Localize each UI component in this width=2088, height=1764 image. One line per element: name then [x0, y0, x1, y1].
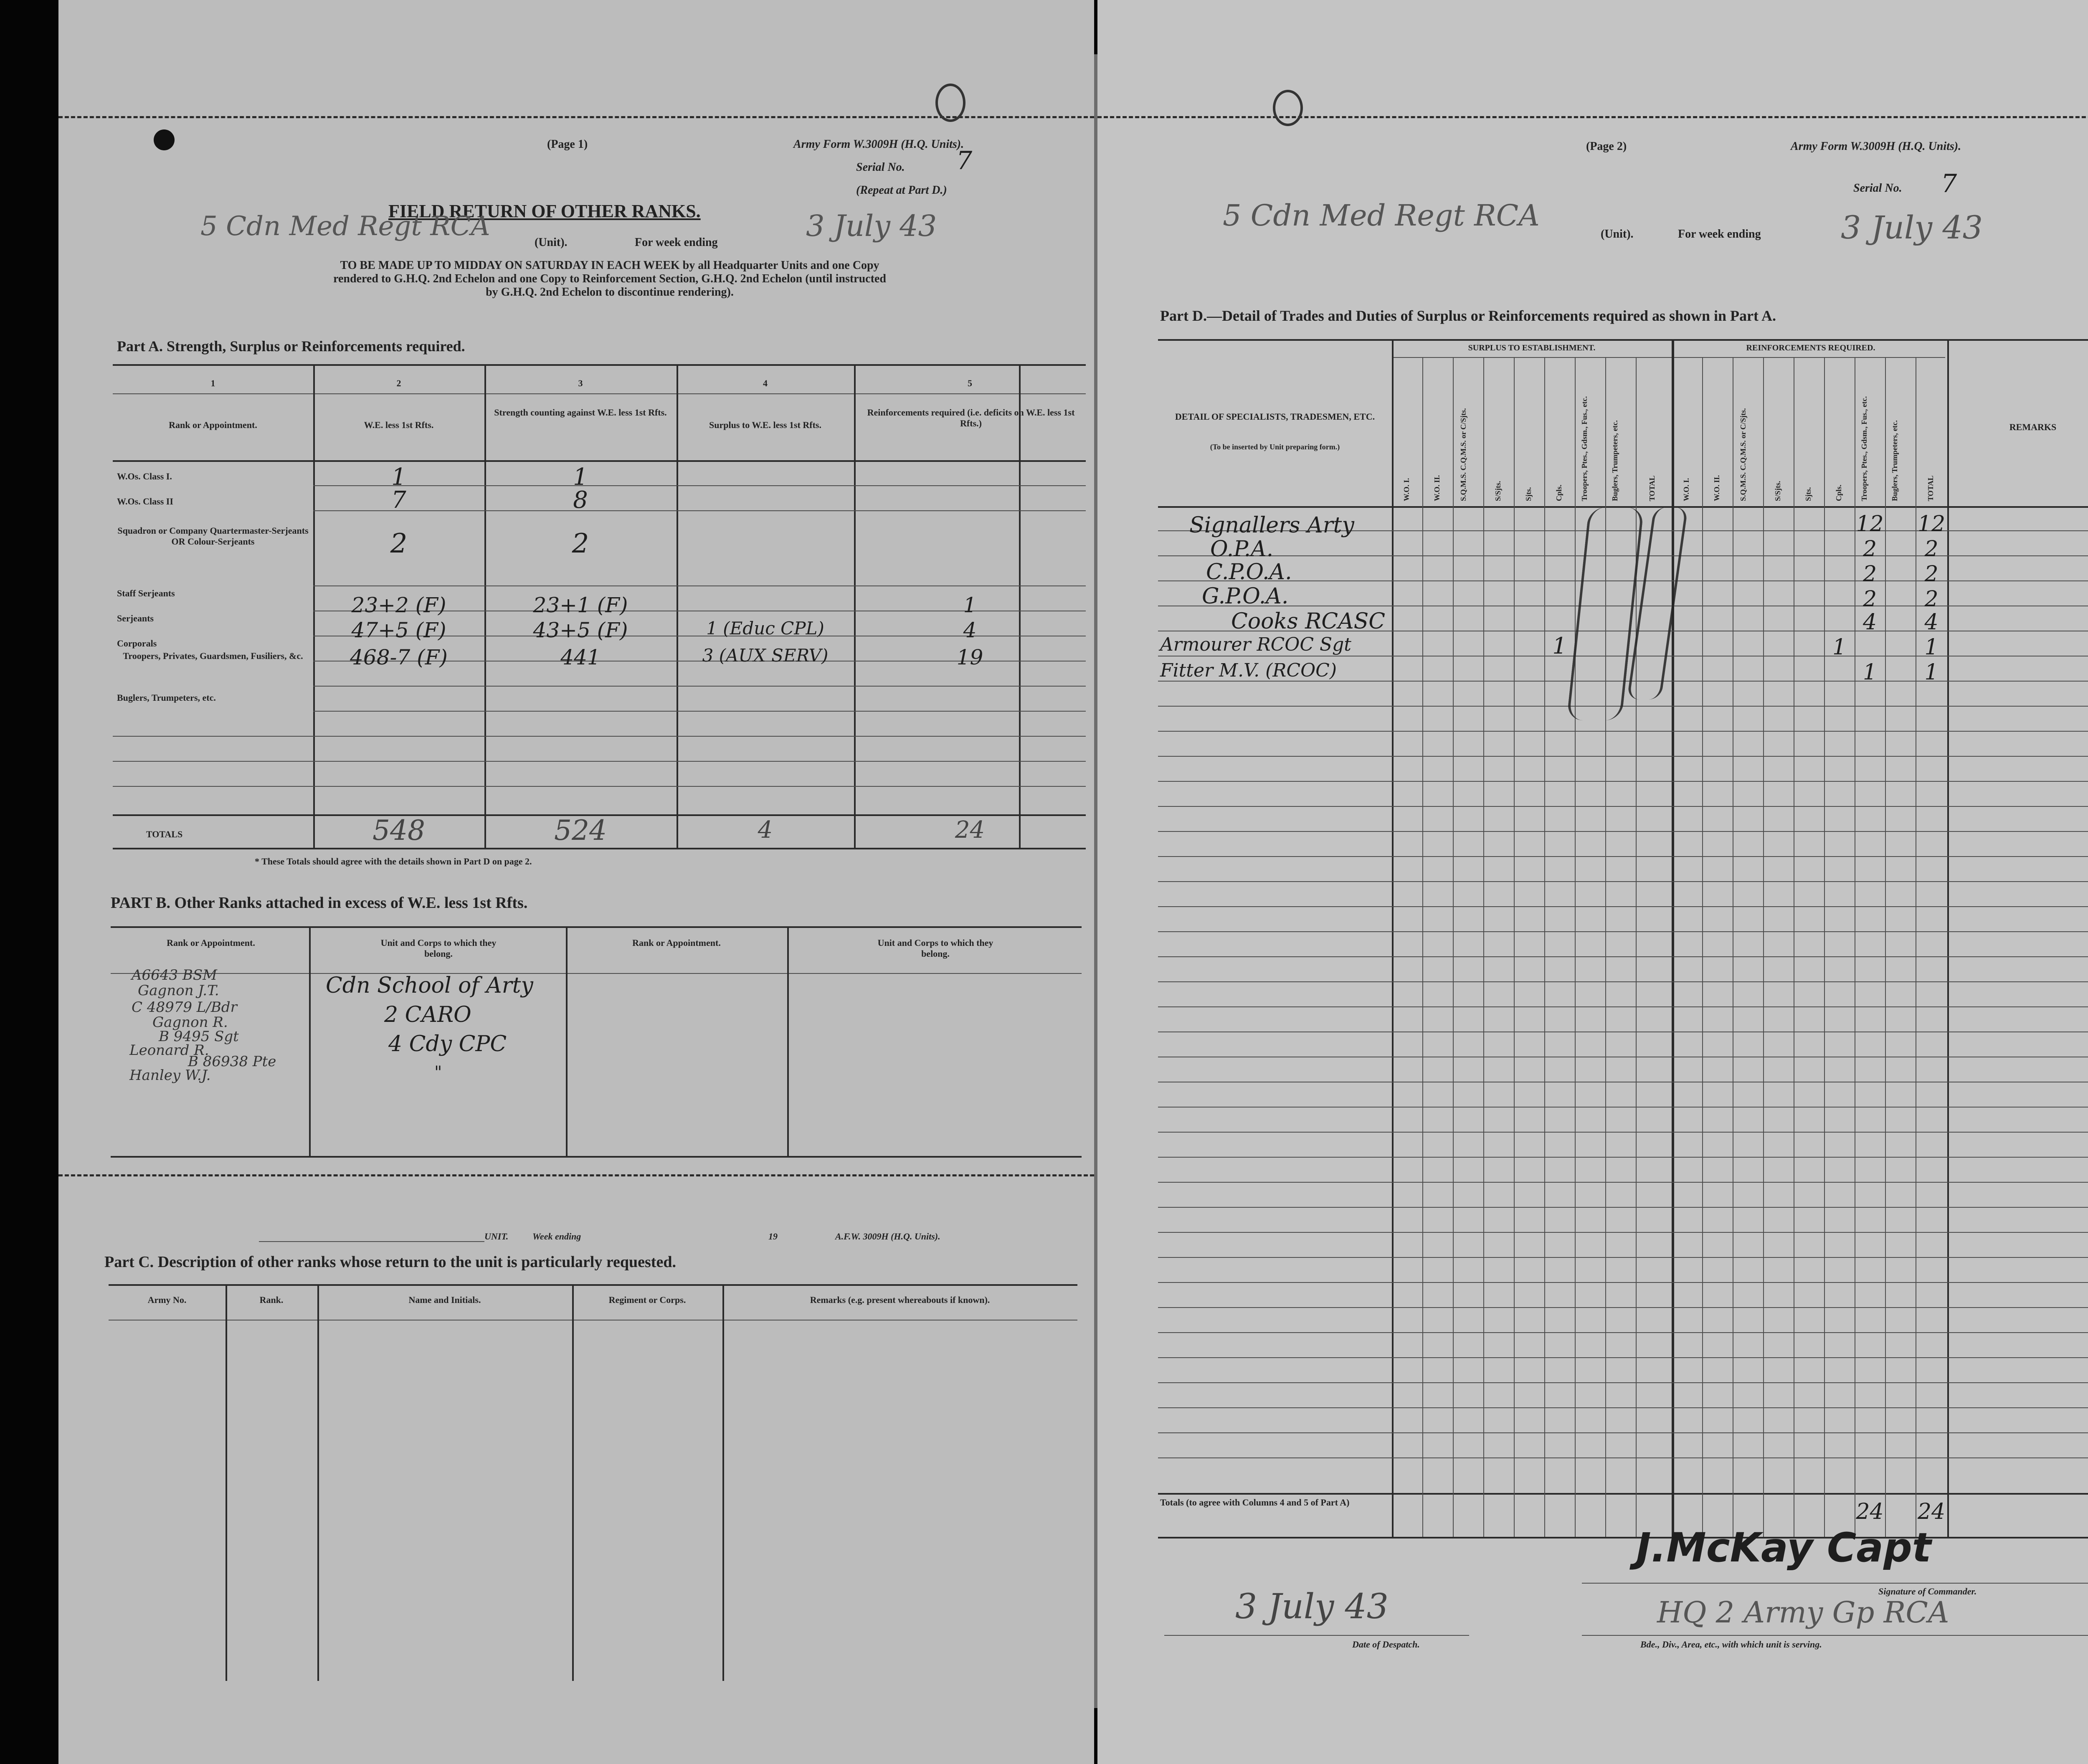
trade-entry: C.P.O.A. — [1206, 560, 1292, 585]
serial-label: Serial No. — [856, 161, 905, 174]
rank-col-header: S/Sjts. — [1494, 481, 1502, 501]
attached-unit: 4 Cdy CPC — [388, 1032, 507, 1057]
col-number: 5 — [968, 378, 972, 388]
perforation-line — [1097, 116, 2088, 118]
despatch-date: 3 July 43 — [1235, 1587, 1389, 1627]
attached-unit: 2 CARO — [384, 1002, 471, 1027]
header-surplus: Surplus to W.E. less 1st Rfts. — [709, 420, 821, 430]
rank-label: Corporals — [117, 638, 157, 649]
trade-entry: Fitter M.V. (RCOC) — [1160, 660, 1337, 681]
rank-col-header: Sjts. — [1804, 487, 1812, 501]
group-reinf-header: REINFORCEMENTS REQUIRED. — [1746, 343, 1875, 352]
reinf-value: 1 — [963, 593, 977, 617]
part-b-title: PART B. Other Ranks attached in excess of W.E. less 1st Rfts. — [111, 894, 528, 912]
total-strength: 524 — [554, 814, 607, 847]
we-value: 468-7 (F) — [350, 645, 448, 669]
rank-col-header: Troopers, Ptes., Gdsm., Fus., etc. — [1580, 396, 1589, 501]
instructions — [134, 259, 1086, 299]
reinf-total-value: 12 — [1917, 512, 1946, 537]
punch-hole — [154, 129, 175, 150]
we-value: 1 — [391, 464, 406, 491]
header-reinforcements: Reinforcements required (i.e. deficits on W.E. less 1st Rfts.) — [867, 407, 1075, 428]
week-ending-label: For week ending — [1678, 228, 1761, 241]
header-rank: Rank or Appointment. — [169, 420, 257, 430]
attached-rank: B 9495 Sgt — [159, 1028, 239, 1045]
week-ending-value: 3 July 43 — [806, 209, 937, 243]
attached-name: Gagnon R. — [152, 1014, 228, 1031]
attached-name: Leonard R. — [129, 1042, 209, 1059]
part-b-header: Rank or Appointment. — [632, 938, 721, 948]
rank-label: Staff Serjeants — [117, 588, 175, 598]
unit-handwritten: 5 Cdn Med Regt RCA — [1223, 198, 1540, 233]
total-surplus: 4 — [758, 816, 773, 844]
serial-value: 7 — [1941, 169, 1957, 198]
detail-header: DETAIL OF SPECIALISTS, TRADESMEN, ETC. — [1175, 411, 1375, 422]
formation-label: Bde., Div., Area, etc., with which unit is serving. — [1640, 1639, 1822, 1650]
rank-col-header: W.O. II. — [1433, 475, 1441, 501]
trade-entry: Armourer RCOC Sgt — [1160, 634, 1351, 655]
reinf-total-value: 1 — [1924, 660, 1938, 685]
part-b-header: Rank or Appointment. — [167, 938, 255, 948]
week-ending-value: 3 July 43 — [1841, 209, 1983, 246]
reinf-ptes-value: 12 — [1856, 512, 1884, 537]
part-b-header: Unit and Corps to which they belong. — [877, 938, 993, 959]
instruction-line: rendered to G.H.Q. 2nd Echelon and one Copy to Reinforcement Section, G.H.Q. 2nd Echelon (until instructed — [333, 272, 886, 285]
unit-label: (Unit). — [535, 236, 568, 249]
commander-signature: J.McKay Capt — [1636, 1524, 1931, 1571]
perforation-line — [58, 116, 1094, 118]
rank-col-header: W.O. I. — [1402, 478, 1411, 501]
form-title: FIELD RETURN OF OTHER RANKS. — [388, 201, 701, 221]
strength-value: 441 — [560, 645, 601, 669]
part-d-title: Part D.—Detail of Trades and Duties of Surplus or Reinforcements required as shown in Part A. — [1160, 307, 1776, 324]
attached-rank: C 48979 L/Bdr — [132, 999, 237, 1016]
part-c-header: Remarks (e.g. present whereabouts if known). — [810, 1295, 990, 1305]
total-reinf: 24 — [955, 816, 985, 844]
page-1 — [58, 0, 1094, 1764]
strength-value: 43+5 (F) — [533, 618, 628, 642]
rank-label: W.Os. Class II — [117, 496, 173, 507]
tear-off-line — [58, 1174, 1094, 1176]
slip-unit-label: UNIT. — [484, 1231, 509, 1242]
unit-label: (Unit). — [1601, 228, 1634, 241]
form-number: Army Form W.3009H (H.Q. Units). — [1791, 140, 1961, 153]
page-2 — [1097, 0, 2088, 1764]
remarks-header: REMARKS — [2009, 422, 2057, 432]
reinf-total-value: 2 — [1924, 537, 1938, 562]
reinf-ptes-value: 1 — [1862, 660, 1877, 685]
despatch-label: Date of Despatch. — [1352, 1639, 1420, 1650]
binding-ring-mark — [935, 84, 965, 122]
reinf-total-value: 2 — [1924, 587, 1938, 612]
col-number: 3 — [578, 378, 583, 388]
reinf-total-value: 1 — [1924, 635, 1938, 660]
we-value: 7 — [391, 487, 406, 514]
page-label: (Page 2) — [1586, 140, 1627, 153]
rank-label: Buglers, Trumpeters, etc. — [117, 692, 216, 703]
rank-col-header: TOTAL — [1926, 475, 1935, 501]
trade-entry: O.P.A. — [1210, 537, 1274, 562]
we-value: 23+2 (F) — [351, 593, 446, 617]
col-number: 2 — [396, 378, 401, 388]
repeat-note: (Repeat at Part D.) — [856, 184, 947, 197]
part-d-totals-label: Totals (to agree with Columns 4 and 5 of Part A) — [1160, 1497, 1350, 1508]
part-a-title: Part A. Strength, Surplus or Reinforcements required. — [117, 338, 465, 355]
instruction-line: by G.H.Q. 2nd Echelon to discontinue rendering). — [486, 286, 734, 299]
part-c-header: Regiment or Corps. — [608, 1295, 686, 1305]
trade-entry: G.P.O.A. — [1202, 584, 1289, 609]
rank-col-header: W.O. I. — [1682, 478, 1690, 501]
reinf-ptes-value: 2 — [1862, 562, 1877, 587]
group-surplus-header: SURPLUS TO ESTABLISHMENT. — [1468, 343, 1596, 352]
rank-label: Squadron or Company Quartermaster-Serjeants OR Colour-Serjeants — [117, 525, 309, 547]
we-value: 2 — [390, 528, 408, 559]
rank-col-header: S.Q.M.S. C.Q.M.S. or C/Sjts. — [1459, 408, 1467, 501]
signature-label: Signature of Commander. — [1878, 1586, 1977, 1597]
reinf-value: 19 — [956, 645, 983, 669]
header-we: W.E. less 1st Rfts. — [364, 420, 434, 430]
rank-col-header: Cpls. — [1835, 484, 1843, 501]
serial-label: Serial No. — [1853, 182, 1902, 195]
form-number: Army Form W.3009H (H.Q. Units). — [793, 138, 964, 151]
part-b-header: Unit and Corps to which they belong. — [380, 938, 497, 959]
formation-handwritten: HQ 2 Army Gp RCA — [1657, 1595, 1949, 1630]
surplus-sjts-value: 1 — [1552, 633, 1567, 659]
slip-form-label: A.F.W. 3009H (H.Q. Units). — [835, 1231, 940, 1242]
attached-unit: " — [434, 1063, 442, 1082]
binding-ring-mark — [1273, 90, 1303, 126]
reinf-total-value: 2 — [1924, 562, 1938, 587]
reinf-value: 4 — [963, 618, 977, 642]
rank-col-header: Sjts. — [1524, 487, 1533, 501]
strength-value: 8 — [573, 487, 588, 514]
total-reinf-total: 24 — [1917, 1499, 1946, 1524]
slip-year-label: 19 — [768, 1231, 778, 1242]
attached-rank: A6643 BSM — [132, 967, 217, 983]
part-c-header: Army No. — [147, 1295, 187, 1305]
surplus-value: 3 (AUX SERV) — [702, 645, 829, 666]
surplus-value: 1 (Educ CPL) — [706, 618, 824, 639]
rank-col-header: Cpls. — [1555, 484, 1563, 501]
rank-label: W.Os. Class I. — [117, 471, 172, 482]
rank-col-header: S.Q.M.S. C.Q.M.S. or C/Sjts. — [1739, 408, 1747, 501]
part-c-header: Rank. — [259, 1295, 284, 1305]
rank-col-header: S/Sjts. — [1774, 481, 1782, 501]
reinf-ptes-value: 2 — [1862, 537, 1877, 562]
fold-line — [1094, 54, 1097, 1708]
attached-name: Gagnon J.T. — [138, 982, 219, 999]
total-we: 548 — [372, 814, 425, 847]
rank-label: Troopers, Privates, Guardsmen, Fusiliers, &c. — [123, 651, 303, 661]
we-value: 47+5 (F) — [351, 618, 446, 642]
reinf-sjts-value: 1 — [1832, 635, 1847, 660]
total-reinf-ptes: 24 — [1856, 1499, 1884, 1524]
trade-entry: Cooks RCASC — [1231, 609, 1386, 634]
week-ending-label: For week ending — [635, 236, 718, 249]
attached-unit: Cdn School of Arty — [326, 973, 533, 998]
strength-value: 23+1 (F) — [533, 593, 628, 617]
serial-value: 7 — [956, 146, 973, 175]
col-number: 4 — [763, 378, 768, 388]
instruction-line: TO BE MADE UP TO MIDDAY ON SATURDAY IN EACH WEEK by all Headquarter Units and one Copy — [340, 259, 879, 272]
rank-col-header: Troopers, Ptes., Gdsm., Fus., etc. — [1860, 396, 1868, 501]
col-number: 1 — [210, 378, 215, 388]
header-strength: Strength counting against W.E. less 1st Rfts. — [494, 407, 667, 418]
rank-col-header: Buglers, Trumpeters, etc. — [1611, 420, 1619, 501]
slip-week-label: Week ending — [532, 1231, 581, 1242]
detail-subheader: (To be inserted by Unit preparing form.) — [1210, 443, 1340, 451]
strength-value: 1 — [573, 464, 588, 491]
totals-footnote: * These Totals should agree with the details shown in Part D on page 2. — [255, 856, 532, 867]
reinf-total-value: 4 — [1924, 610, 1938, 635]
rank-col-header: TOTAL — [1648, 475, 1656, 501]
page-label: (Page 1) — [547, 138, 588, 151]
part-c-title: Part C. Description of other ranks whose return to the unit is particularly requested. — [104, 1253, 676, 1271]
part-c-header: Name and Initials. — [408, 1295, 481, 1305]
unit-handwritten: 5 Cdn Med Regt RCA — [200, 211, 490, 242]
strength-value: 2 — [572, 528, 589, 559]
reinf-ptes-value: 2 — [1862, 587, 1877, 612]
attached-name: Hanley W.J. — [129, 1067, 211, 1084]
attached-rank: B 86938 Pte — [188, 1053, 276, 1070]
rank-label: Serjeants — [117, 613, 154, 623]
rank-col-header: Buglers, Trumpeters, etc. — [1890, 420, 1899, 501]
reinf-ptes-value: 4 — [1862, 610, 1877, 635]
totals-label: TOTALS — [146, 829, 183, 839]
rank-col-header: W.O. II. — [1713, 475, 1721, 501]
trade-entry: Signallers Arty — [1189, 513, 1354, 538]
